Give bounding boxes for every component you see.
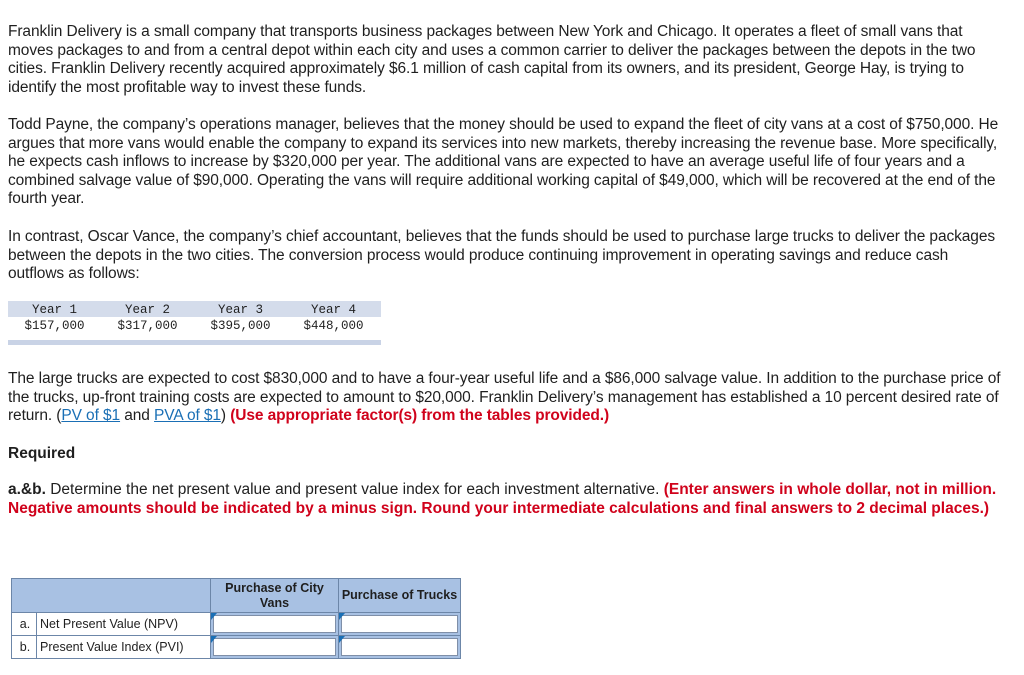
- table-row: [12, 613, 461, 636]
- answer-instruction: (Enter answers in whole dollar, not in million. Negative amounts should be indicated by a minus sign. Round your intermediate calculations and final answers to 2 decimal places.): [8, 481, 997, 517]
- answer-table-corner: [12, 579, 211, 613]
- npv-trucks-input[interactable]: [341, 615, 458, 633]
- input-flag-icon: [211, 636, 217, 643]
- col-header-city-vans: Purchase of City Vans: [211, 579, 339, 613]
- savings-bottom-bar: [8, 340, 381, 345]
- table-row: [12, 636, 461, 659]
- npv-vans-input[interactable]: [213, 615, 336, 633]
- savings-amount-3: $395,000: [210, 319, 271, 333]
- truck-cost-text: The large trucks are expected to cost $830,000 and to have a four-year useful life and a $86,000 salvage value. In addition to the purchase price of the trucks, up-front training costs are expected to amount to $20,000. Franklin Delivery’s management has established a 10 percent desired rate of return. (: [8, 370, 1001, 424]
- answer-table: [11, 578, 461, 659]
- question-label: a.&b.: [8, 481, 46, 498]
- savings-year-3: Year 3: [217, 303, 263, 317]
- intro-paragraph: Franklin Delivery is a small company that transports business packages between New York and Chicago. It operates a fleet of small vans that moves packages to and from a central depot within each city and uses a common carrier to deliver the packages between the depots in the two cities. Franklin Delivery recently acquired approximately $6.1 million of cash capital from its owners, and its president, George Hay, is trying to identify the most profitable way to invest these funds.: [8, 23, 976, 96]
- savings-amount-1: $157,000: [24, 319, 85, 333]
- pv-of-1-link[interactable]: PV of $1: [61, 407, 121, 424]
- vans-paragraph: Todd Payne, the company’s operations manager, believes that the money should be used to expand the fleet of city vans at a cost of $750,000. He argues that more vans would enable the company to expand its services into new markets, thereby increasing the revenue base. More specifically, he expects cash inflows to increase by $320,000 per year. The additional vans are expected to have an average useful life of four years and a combined salvage value of $90,000. Operating the vans will require additional working capital of $49,000, which will be recovered at the end of the fourth year.: [8, 116, 999, 207]
- factor-instruction: (Use appropriate factor(s) from the tables provided.): [230, 407, 610, 424]
- savings-year-4: Year 4: [310, 303, 356, 317]
- question-text: Determine the net present value and present value index for each investment alternative.: [45, 481, 664, 498]
- pva-of-1-link[interactable]: PVA of $1: [154, 407, 221, 424]
- required-heading: Required: [8, 445, 76, 462]
- savings-year-1: Year 1: [31, 303, 77, 317]
- input-flag-icon: [339, 613, 345, 620]
- input-flag-icon: [211, 613, 217, 620]
- savings-year-2: Year 2: [124, 303, 170, 317]
- row-label-npv: Net Present Value (NPV): [37, 613, 211, 636]
- question-a-b: [8, 481, 1008, 518]
- row-letter: a.: [12, 613, 37, 636]
- npv-trucks-cell: [339, 613, 461, 636]
- npv-vans-cell: [211, 613, 339, 636]
- row-letter: b.: [12, 636, 37, 659]
- truck-cost-paragraph: [8, 370, 1008, 426]
- trucks-paragraph: In contrast, Oscar Vance, the company’s chief accountant, believes that the funds should be used to purchase large trucks to deliver the packages between the depots in the two cities. The conversion process would produce continuing improvement in operating savings and reduce cash outflows as follows:: [8, 228, 995, 282]
- and-text: and: [120, 407, 155, 424]
- operating-savings-table: [8, 301, 381, 345]
- row-label-pvi: Present Value Index (PVI): [37, 636, 211, 659]
- col-header-trucks: Purchase of Trucks: [339, 579, 461, 613]
- pvi-trucks-input[interactable]: [341, 638, 458, 656]
- savings-amount-2: $317,000: [117, 319, 178, 333]
- savings-amount-4: $448,000: [303, 319, 364, 333]
- input-flag-icon: [339, 636, 345, 643]
- pvi-trucks-cell: [339, 636, 461, 659]
- close-paren: ): [220, 407, 231, 424]
- pvi-vans-input[interactable]: [213, 638, 336, 656]
- pvi-vans-cell: [211, 636, 339, 659]
